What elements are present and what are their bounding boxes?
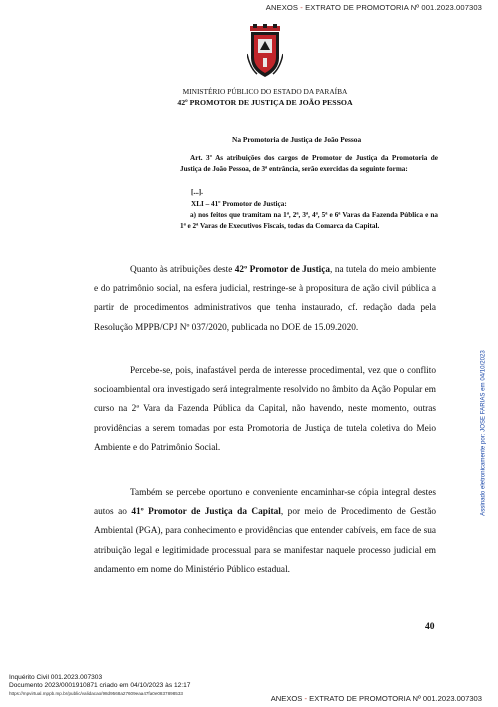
header-separator: - <box>298 3 306 12</box>
page-number: 40 <box>425 622 435 632</box>
organization-name: MINISTÉRIO PÚBLICO DO ESTADO DA PARAÍBA <box>182 87 348 96</box>
document-footer <box>9 674 190 697</box>
body-paragraph-1 <box>94 261 436 338</box>
body-paragraph-3 <box>94 484 436 580</box>
footer-case-number: Inquérito Civil 001.2023.007303 <box>9 674 103 681</box>
document-header <box>266 3 482 12</box>
body-paragraph-2: Percebe-se, pois, inafastável perda de interesse procedimental, vez que o conflito socioambiental ora investigado será integralmente resolvido no âmbito da Ação Popular em curso na 2ª Vara da Fazenda Pública da Capital, não havendo, neste momento, outras providências a serem tomadas por esta Promotoria de Justiça de tutela coletiva do Meio Ambiente e do Patrimônio Social. <box>94 366 436 453</box>
office-name: 42º PROMOTOR DE JUSTIÇA DE JOÃO PESSOA <box>177 98 353 107</box>
body-paragraph-3-emphasis: 41º Promotor de Justiça da Capital <box>131 507 281 518</box>
body-paragraph-3-text-b: , por meio de Procedimento de Gestão Ambiental (PGA), para conhecimento e providências que entender cabíveis, em face de sua atribuição legal e legitimidade processual para se manifestar naquele processo judicial em andamento em nome do Ministério Público estadual. <box>94 507 436 575</box>
footer-header-separator: - <box>302 694 310 703</box>
body-paragraph-1-text-b: , na tutela do meio ambiente e do patrimônio social, na esfera judicial, restringe-se à propositura de ação civil pública a partir de procedimentos administrativos que tenha instaurado, cf. redação dada pela Resolução MPPB/CPJ Nº 037/2020, publicada no DOE de 15.09.2020. <box>94 265 436 333</box>
citation-title: Na Promotoria de Justiça de João Pessoa <box>232 135 362 144</box>
footer-header-prefix: ANEXOS <box>270 694 303 703</box>
citation-item-heading: XLI – 41º Promotor de Justiça: <box>191 200 287 208</box>
footer-validation-link[interactable]: https://mpvirtual.mppb.mp.br/public/validacao/98d9568a27609eaa47fa0e0837898533 <box>9 690 183 696</box>
citation-ellipsis: [...]. <box>191 188 203 196</box>
citation-item-text: a) nos feitos que tramitam na 1ª, 2ª, 3ª, 4ª, 5ª e 6ª Varas da Fazenda Pública e na 1ª e 2ª Varas de Executivos Fiscais, todas da Comarca da Capital. <box>180 211 438 231</box>
body-paragraph-3-text-a: Também se percebe oportuno e conveniente encaminhar-se cópia integral destes autos ao <box>94 488 436 518</box>
document-footer-header <box>271 694 482 703</box>
electronic-signature-text: Assinado eletronicamente por: JOSE FARIAS em 04/10/2023 <box>479 349 487 516</box>
header-title: EXTRATO DE PROMOTORIA Nº 001.2023.007303 <box>305 3 482 12</box>
electronic-signature-stamp <box>478 265 488 600</box>
body-paragraph-1-emphasis: 42º Promotor de Justiça <box>234 265 331 275</box>
footer-document-info: Documento 2023/0001910871 criado em 04/10/2023 às 12:17 <box>9 682 191 690</box>
body-paragraph-1-text-a: Quanto às atribuições deste <box>130 265 235 275</box>
coat-of-arms-icon <box>247 24 283 80</box>
footer-header-title: EXTRATO DE PROMOTORIA Nº 001.2023.007303 <box>309 694 482 703</box>
header-prefix: ANEXOS <box>265 3 299 12</box>
citation-article: Art. 3º As atribuições dos cargos de Promotor de Justiça da Promotoria de Justiça de João Pessoa, de 3ª entrância, serão exercidas da seguinte forma: <box>180 154 438 174</box>
